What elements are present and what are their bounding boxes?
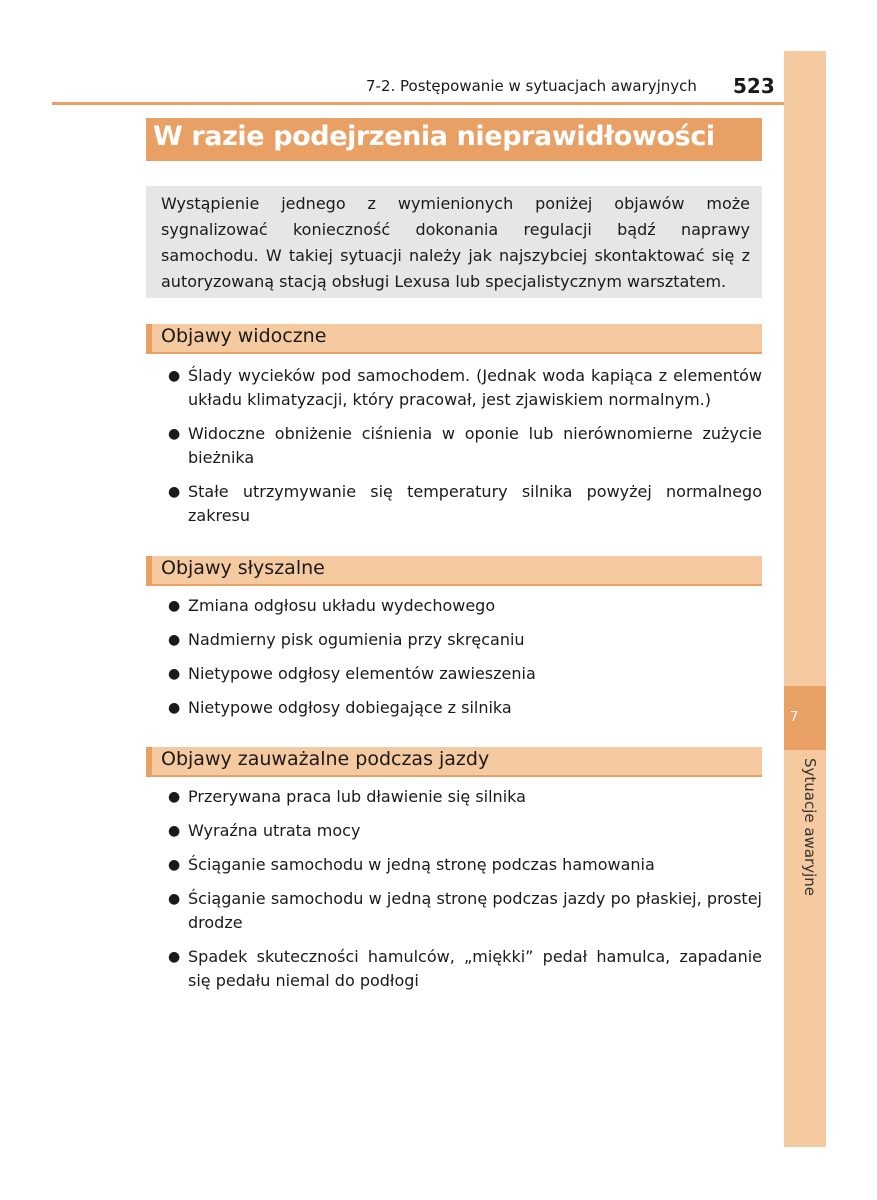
list-item: [168, 696, 762, 720]
list-item: [168, 480, 762, 528]
bullet-icon: ●: [168, 484, 181, 500]
chapter-title: Sytuacje awaryjne: [801, 758, 819, 896]
list-item-text: Ściąganie samochodu w jedną stronę podczas hamowania: [188, 855, 655, 874]
bullet-icon: ●: [168, 891, 181, 907]
list-item-text: Spadek skuteczności hamulców, „miękki” pedał hamulca, zapadanie się pedału niemal do podłogi: [188, 947, 762, 990]
section-heading-driving: [146, 747, 762, 777]
list-item: [168, 594, 762, 618]
bullet-icon: ●: [168, 666, 181, 682]
section-title: Objawy zauważalne podczas jazdy: [161, 748, 490, 770]
bullet-icon: ●: [168, 789, 181, 805]
chapter-number: 7: [790, 710, 799, 725]
list-item: [168, 662, 762, 686]
bullet-icon: ●: [168, 823, 181, 839]
list-item-text: Widoczne obniżenie ciśnienia w oponie lub nierównomierne zużycie bieżnika: [188, 424, 762, 467]
running-head: 7-2. Postępowanie w sytuacjach awaryjnych: [366, 77, 697, 95]
list-item: [168, 887, 762, 935]
symptom-list-visible: [168, 364, 762, 538]
list-item-text: Stałe utrzymywanie się temperatury silnika powyżej normalnego zakresu: [188, 482, 762, 525]
bullet-icon: ●: [168, 368, 181, 384]
list-item-text: Przerywana praca lub dławienie się silnika: [188, 787, 526, 806]
header-rule: [52, 102, 784, 105]
list-item: [168, 785, 762, 809]
intro-box: [146, 186, 762, 298]
list-item-text: Nietypowe odgłosy dobiegające z silnika: [188, 698, 512, 717]
intro-text: Wystąpienie jednego z wymienionych poniżej objawów może sygnalizować konieczność dokonania regulacji bądź naprawy samochodu. W takiej sytuacji należy jak najszybciej skontaktować się z autoryzowaną stacją obsługi Lexusa lub specjalistycznym warsztatem.: [161, 194, 750, 291]
section-heading-audible: [146, 556, 762, 586]
list-item: [168, 628, 762, 652]
list-item-text: Nadmierny pisk ogumienia przy skręcaniu: [188, 630, 525, 649]
list-item: [168, 853, 762, 877]
list-item: [168, 364, 762, 412]
page-number: 523: [733, 74, 775, 98]
list-item-text: Wyraźna utrata mocy: [188, 821, 361, 840]
list-item: [168, 422, 762, 470]
list-item-text: Nietypowe odgłosy elementów zawieszenia: [188, 664, 536, 683]
list-item: [168, 945, 762, 993]
section-title: Objawy słyszalne: [161, 557, 325, 579]
page-title: W razie podejrzenia nieprawidłowości: [153, 121, 715, 152]
section-heading-visible: [146, 324, 762, 354]
bullet-icon: ●: [168, 598, 181, 614]
bullet-icon: ●: [168, 857, 181, 873]
page-title-bar: [146, 118, 762, 161]
list-item-text: Zmiana odgłosu układu wydechowego: [188, 596, 496, 615]
bullet-icon: ●: [168, 949, 181, 965]
list-item-text: Ściąganie samochodu w jedną stronę podczas jazdy po płaskiej, prostej drodze: [188, 889, 762, 932]
list-item-text: Ślady wycieków pod samochodem. (Jednak woda kapiąca z elementów układu klimatyzacji, który pracował, jest zjawiskiem normalnym.): [188, 366, 762, 409]
bullet-icon: ●: [168, 426, 181, 442]
bullet-icon: ●: [168, 632, 181, 648]
symptom-list-driving: [168, 785, 762, 1003]
chapter-number-tab: [784, 686, 826, 750]
bullet-icon: ●: [168, 700, 181, 716]
chapter-side-tab: [784, 51, 826, 1147]
list-item: [168, 819, 762, 843]
section-title: Objawy widoczne: [161, 325, 327, 347]
symptom-list-audible: [168, 594, 762, 730]
